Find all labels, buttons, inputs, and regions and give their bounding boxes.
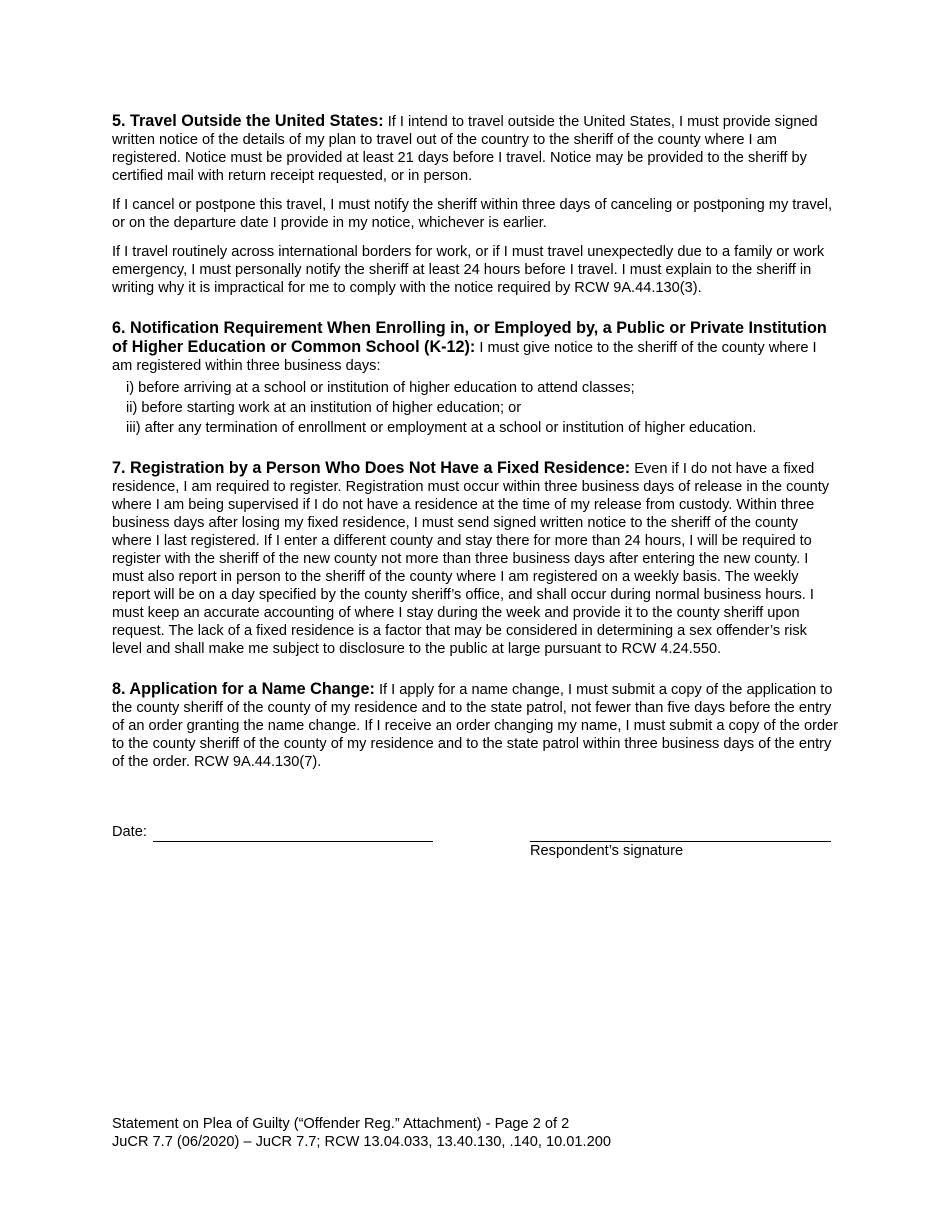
signature-block [112, 822, 840, 862]
footer-line-2: JuCR 7.7 (06/2020) – JuCR 7.7; RCW 13.04.033, 13.40.130, .140, 10.01.200 [112, 1134, 611, 1150]
section-6-list [126, 379, 840, 437]
section-6-text: I must give notice to the sheriff of the county where I am registered within three business days: [112, 340, 817, 374]
footer-line-1: Statement on Plea of Guilty (“Offender Reg.” Attachment) - Page 2 of 2 [112, 1116, 570, 1132]
signature-field[interactable] [530, 841, 831, 842]
section-5-text: If I intend to travel outside the United States, I must provide signed written notice of the details of my plan to travel out of the country to the sheriff of the county where I am registered. Notice must be provided at least 21 days before I travel. Notice may be provided to the sheriff by certified mail with return receipt requested, or in person. [112, 114, 818, 184]
date-label: Date: [112, 824, 147, 840]
list-item: ii) before starting work at an institution of higher education; or [126, 400, 522, 416]
list-item: i) before arriving at a school or institution of higher education to attend classes; [126, 380, 635, 396]
section-6-heading: 6. Notification Requirement When Enrolling in, or Employed by, a Public or Private Institution of Higher Education or Common School (K-12): [112, 319, 827, 356]
list-item: iii) after any termination of enrollment or employment at a school or institution of higher education. [126, 420, 757, 436]
page-footer [112, 1115, 611, 1151]
section-8-text: If I apply for a name change, I must submit a copy of the application to the county sheriff of the county of my residence and to the state patrol, not fewer than five days before the entry of an order granting the name change. If I receive an order changing my name, I must submit a copy of the order to the county sheriff of the county of my residence and to the state patrol within three business days of the entry of the order. RCW 9A.44.130(7). [112, 682, 839, 770]
section-7-text: Even if I do not have a fixed residence, I am required to register. Registration must occur within three business days of release in the county where I am being supervised if I do not have a residence at the time of my release from custody. Within three business days after losing my fixed residence, I must send signed written notice to the sheriff of the county where I last registered. If I enter a different county and stay there for more than 24 hours, I will be required to register with the sheriff of the new county not more than three business days after entering the new county. I must also report in person to the sheriff of the county where I am registered on a weekly basis. The weekly report will be on a day specified by the county sheriff’s office, and shall occur during normal business hours. I must keep an accurate accounting of where I stay during the week and provide it to the county sheriff upon request. The lack of a fixed residence is a factor that may be considered in determining a sex offender’s risk level and shall make me subject to disclosure to the public at large pursuant to RCW 4.24.550. [112, 461, 830, 657]
section-8-paragraph [112, 680, 840, 771]
section-5-paragraph-3: If I travel routinely across international borders for work, or if I must travel unexpectedly due to a family or work emergency, I must personally notify the sheriff at least 24 hours before I travel. I must explain to the sheriff in writing why it is impractical for me to comply with the notice required by RCW 9A.44.130(3). [112, 244, 825, 296]
section-5-heading: 5. Travel Outside the United States: [112, 112, 384, 130]
section-7-heading: 7. Registration by a Person Who Does Not Have a Fixed Residence: [112, 459, 631, 477]
section-7-paragraph [112, 459, 840, 658]
document-body [112, 112, 840, 771]
section-5-paragraph-1 [112, 112, 840, 185]
date-field[interactable] [153, 841, 433, 842]
section-6-paragraph [112, 319, 840, 375]
section-5-paragraph-2: If I cancel or postpone this travel, I must notify the sheriff within three days of canceling or postponing my travel, or on the departure date I provide in my notice, whichever is earlier. [112, 197, 833, 231]
signature-label: Respondent’s signature [530, 843, 684, 859]
section-8-heading: 8. Application for a Name Change: [112, 680, 375, 698]
